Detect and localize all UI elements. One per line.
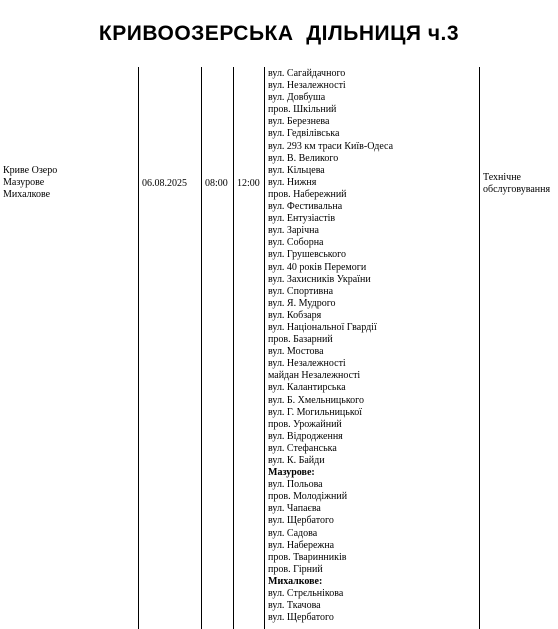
column-divider [201, 67, 202, 629]
street-item: вул. Кобзаря [268, 309, 322, 321]
street-item: вул. Зарічна [268, 225, 319, 237]
date-cell: 06.08.2025 [142, 178, 187, 189]
street-item: вул. Фестивальна [268, 201, 343, 213]
street-item: вул. Калантирська [268, 382, 346, 394]
outage-table [0, 67, 558, 629]
street-item: вул. Щербатого [268, 515, 334, 527]
street-item: вул. Березнева [268, 116, 330, 128]
settlement-name: Криве Озеро [3, 165, 58, 176]
street-item: вул. Набережна [268, 539, 335, 551]
street-item: вул. Довбуша [268, 92, 326, 104]
column-divider [479, 67, 480, 629]
street-item: вул. Гедвілівська [268, 128, 340, 140]
street-item: пров. Тваринників [268, 551, 347, 563]
street-item: вул. Національної Гвардії [268, 321, 377, 333]
street-item: вул. 40 років Перемоги [268, 261, 367, 273]
street-item: вул. Нижня [268, 176, 317, 188]
street-item: вул. Кільцева [268, 164, 325, 176]
street-item: пров. Урожайний [268, 418, 342, 430]
street-item: вул. Відродження [268, 430, 343, 442]
time-from-cell: 08:00 [205, 178, 228, 189]
settlement-section-heading: Михалкове: [268, 575, 323, 587]
street-item: пров. Шкільний [268, 104, 337, 116]
street-item: вул. Г. Могильницької [268, 406, 362, 418]
street-item: вул. Стрєльнікова [268, 588, 344, 600]
street-item: майдан Незалежності [268, 370, 361, 382]
page-title: КРИВООЗЕРСЬКА ДІЛЬНИЦЯ ч.3 [98, 22, 460, 45]
street-item: пров. Базарний [268, 334, 333, 346]
street-item: пров. Набережний [268, 188, 347, 200]
street-item: вул. Чапаєва [268, 503, 321, 515]
street-item: вул. К. Байди [268, 455, 325, 466]
reason-line: обслуговування [483, 184, 551, 195]
settlements-cell [3, 165, 57, 201]
column-divider [233, 67, 234, 629]
column-divider [138, 67, 139, 629]
street-item: вул. Незалежності [268, 358, 346, 370]
street-item: вул. Б. Хмельницького [268, 394, 365, 406]
street-item: вул. Стефанська [268, 442, 337, 454]
settlement-name: Михалкове [3, 189, 51, 200]
streets-cell [268, 68, 393, 624]
street-item: вул. Незалежності [268, 80, 346, 92]
street-item: вул. Соборна [268, 237, 324, 249]
street-item: пров. Молодіжний [268, 491, 348, 503]
street-item: вул. Спортивна [268, 285, 334, 297]
street-item: вул. Захисників України [268, 273, 371, 285]
street-item: вул. 293 км траси Київ-Одеса [268, 140, 394, 152]
street-item: пров. Гірний [268, 563, 323, 575]
street-item: вул. Ентузіастів [268, 213, 336, 225]
street-item: вул. Грушевського [268, 249, 346, 261]
street-item: вул. Щербатого [268, 612, 334, 624]
settlement-section-heading: Мазурове: [268, 467, 315, 479]
street-item: вул. Сагайдачного [268, 68, 346, 79]
street-item: вул. Польова [268, 479, 323, 491]
street-item: вул. Я. Мудрого [268, 297, 336, 309]
street-item: вул. Ткачова [268, 600, 321, 612]
settlement-name: Мазурове [3, 177, 45, 188]
street-item: вул. В. Великого [268, 152, 339, 164]
street-item: вул. Садова [268, 527, 318, 539]
time-to-cell: 12:00 [237, 178, 260, 189]
reason-cell [483, 172, 550, 196]
reason-line: Технічне [483, 172, 521, 183]
street-item: вул. Мостова [268, 346, 324, 358]
column-divider [264, 67, 265, 629]
